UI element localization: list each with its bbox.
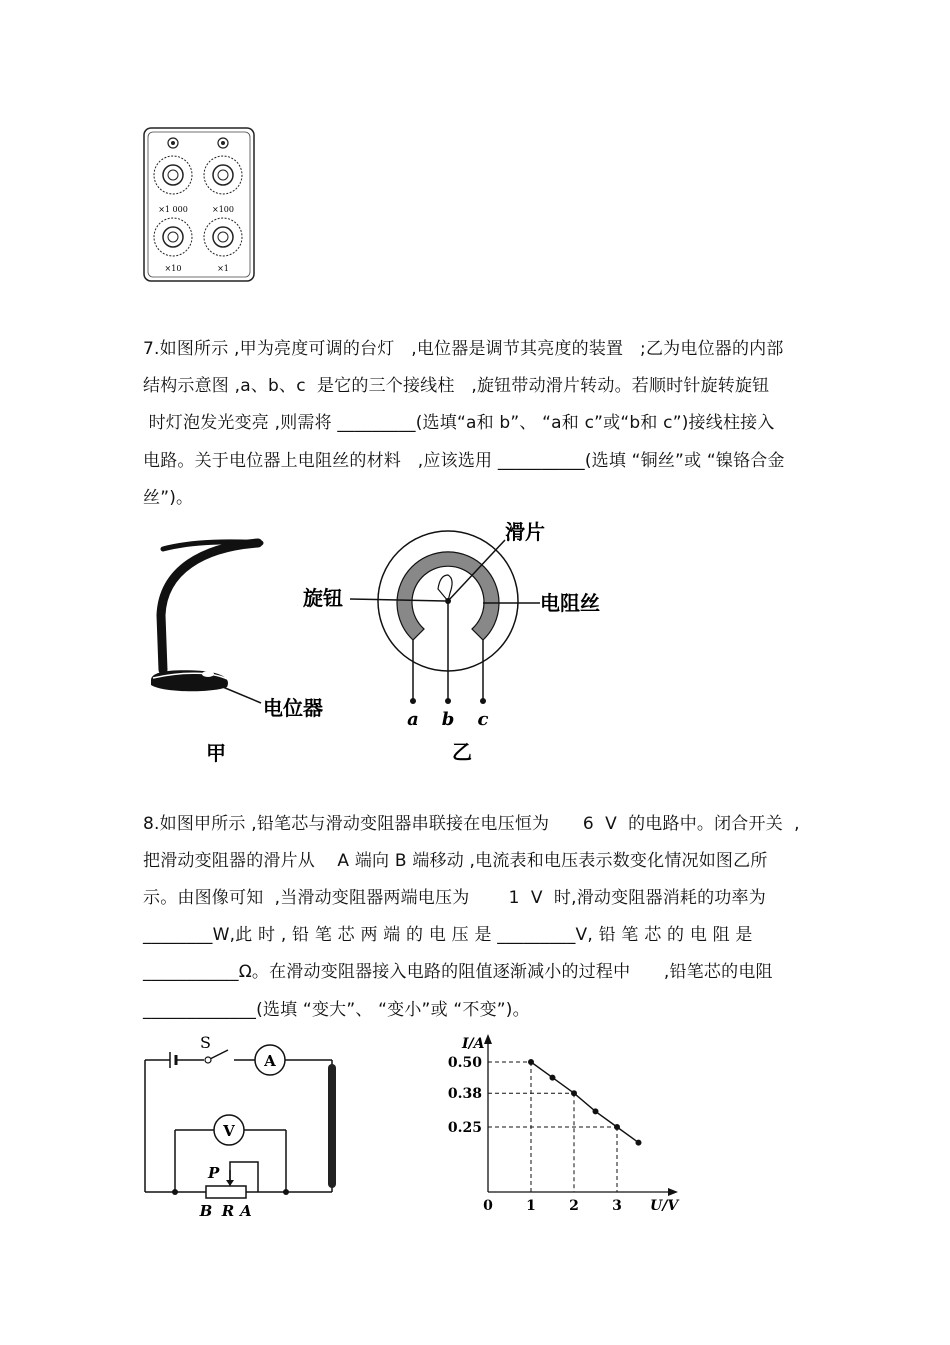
x-tick-0: 0 [483, 1198, 493, 1214]
slider-label: 滑片 [505, 520, 545, 544]
q7-line-4: 电路。关于电位器上电阻丝的材料 ,应该选用 __________(选填 “铜丝”或 “镍铬合金 [143, 451, 785, 471]
data-point-0 [528, 1059, 534, 1065]
x-tick-3: 3 [612, 1198, 622, 1214]
q8-line-4: ________W,此 时 , 铅 笔 芯 两 端 的 电 压 是 _________V, 铅 笔 芯 的 电 阻 是 [143, 925, 753, 945]
resistance-box-figure [143, 127, 255, 282]
data-point-4 [614, 1124, 620, 1130]
q8-line-3: 示。由图像可知 ,当滑动变阻器两端电压为 1 V 时,滑动变阻器消耗的功率为 [143, 888, 766, 908]
q7-line-2: 结构示意图 ,a、b、c 是它的三个接线柱 ,旋钮带动滑片转动。若顺时针旋转旋钮 [143, 376, 770, 396]
q8-line-5: ___________Ω。在滑动变阻器接入电路的阻值逐渐减小的过程中 ,铅笔芯的电阻 [143, 962, 773, 982]
y-tick-0: 0.50 [447, 1055, 482, 1071]
tick-labels [448, 1055, 622, 1214]
resistance-wire-label: 电阻丝 [540, 591, 600, 615]
potentiometer-figure [295, 515, 625, 770]
data-point-3 [593, 1108, 599, 1114]
x-axis-label: U/V [650, 1198, 679, 1214]
y-tick-1: 0.38 [447, 1086, 482, 1103]
dial-label-1000: ×1 000 [158, 205, 188, 214]
dial-label-100: ×100 [212, 205, 234, 214]
rheostat-a-label: A [240, 1202, 252, 1220]
terminal-c-label: c [477, 709, 489, 730]
x-tick-2: 2 [569, 1198, 579, 1214]
dial-label-1: ×1 [217, 264, 229, 273]
voltmeter-label: V [223, 1122, 235, 1140]
iu-chart [440, 1030, 690, 1220]
data-point-1 [550, 1075, 556, 1081]
slider-p-label: P [208, 1164, 220, 1182]
q8-line-6: _____________(选填 “变大”、 “变小”或 “不变”)。 [143, 1000, 530, 1020]
pencil-lead [328, 1064, 336, 1188]
potentiometer-caption: 乙 [452, 740, 472, 764]
data-point-5 [636, 1140, 642, 1146]
series-line [531, 1062, 639, 1143]
y-tick-2: 0.25 [447, 1120, 482, 1136]
q7-line-5: 丝”)。 [143, 488, 194, 508]
terminal-a-label: a [407, 709, 419, 730]
dial-label-10: ×10 [164, 264, 182, 273]
x-axis-arrow [668, 1188, 678, 1196]
dashed-guides [488, 1062, 617, 1192]
rheostat-r-label: R [221, 1202, 235, 1220]
rheostat-b-label: B [199, 1202, 213, 1220]
y-axis-label: I/A [462, 1036, 485, 1052]
circuit-figure [140, 1030, 350, 1225]
q7-line-3: 时灯泡发光变亮 ,则需将 _________(选填“a和 b”、 “a和 c”或“b和 c”)接线柱接入 [143, 413, 775, 433]
switch-label: S [200, 1033, 211, 1052]
data-point-2 [571, 1090, 577, 1096]
chart-axes [488, 1040, 672, 1192]
q7-line-1: 7.如图所示 ,甲为亮度可调的台灯 ,电位器是调节其亮度的装置 ;乙为电位器的内部 [143, 339, 784, 359]
q8-line-1: 8.如图甲所示 ,铅笔芯与滑动变阻器串联接在电压恒为 6 V 的电路中。闭合开关 , [143, 814, 800, 834]
q8-line-2: 把滑动变阻器的滑片从 A 端向 B 端移动 ,电流表和电压表示数变化情况如图乙所 [143, 851, 768, 871]
ammeter-label: A [264, 1052, 276, 1070]
x-tick-1: 1 [526, 1198, 536, 1214]
knob-label: 旋钮 [303, 586, 343, 610]
terminal-b-label: b [441, 709, 455, 730]
y-axis-arrow [484, 1034, 492, 1044]
lamp-potentiometer-label: 电位器 [263, 696, 323, 720]
lamp-caption: 甲 [206, 741, 226, 765]
